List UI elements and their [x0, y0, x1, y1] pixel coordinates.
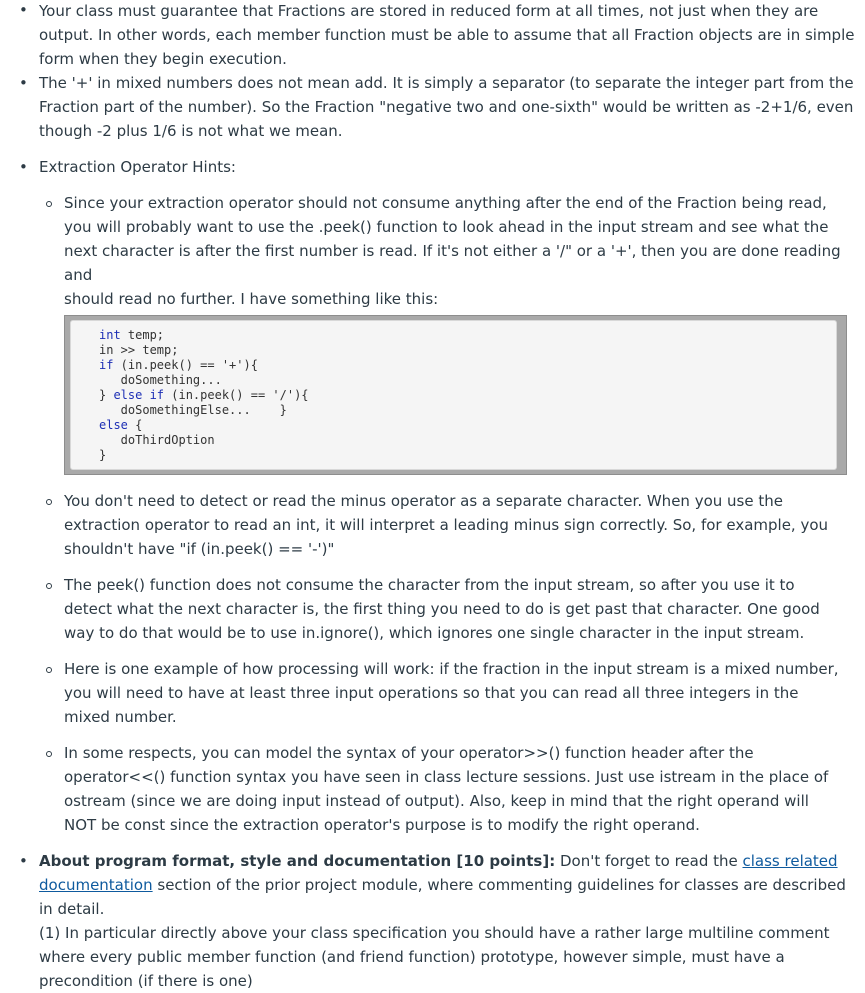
code-keyword: int: [99, 328, 121, 342]
reduced-form-requirement: • Your class must guarantee that Fractions are stored in reduced form at all times, not just when they are output. In other words, each member function must be able to assume that all Fraction objects are in simple form when they begin execution.: [39, 2, 855, 68]
mixed-number-separator-note: • The '+' in mixed numbers does not mean add. It is simply a separator (to separate the integer part from the Fraction part of the number). So the Fraction "negative two and one-sixth" would be written as -2+1/6, even though -2 plus 1/6 is not what we mean.: [39, 74, 854, 140]
list-item: [0, 155, 865, 837]
code-line: (in.peek() == '+'){: [113, 358, 258, 372]
list-item: [0, 71, 865, 143]
three-inputs-hint: Here is one example of how processing will work: if the fraction in the input stream is a mixed number, you will need to have at least three input operations so that you can read all three integers in the mixed number.: [64, 660, 839, 726]
code-line: doThirdOption: [99, 433, 215, 447]
format-points-label: About program format, style and documentation [10 points]:: [39, 852, 556, 870]
code-line: temp;: [120, 328, 165, 342]
format-requirement: [39, 849, 855, 993]
extraction-hints-list: [39, 191, 855, 311]
format-text-after-link: section of the prior project module, where commenting guidelines for classes are described in detail.: [39, 876, 846, 918]
extraction-hints-heading: • Extraction Operator Hints:: [39, 158, 236, 176]
code-line: }: [99, 388, 114, 402]
code-line: }: [99, 448, 107, 462]
code-keyword: if: [99, 358, 114, 372]
ignore-hint: The peek() function does not consume the character from the input stream, so after you use it to detect what the next character is, the first thing you need to do is get past that character. One good way to do that would be to use in.ignore(), which ignores one single character in the input stream.: [64, 576, 820, 642]
list-item: [0, 573, 855, 645]
code-keyword: else if: [113, 388, 165, 402]
operator-syntax-hint: In some respects, you can model the syntax of your operator>>() function header after the operator<<() function syntax you have seen in class lecture sessions. Just use istream in the place of ostream (since we are doing input instead of output). Also, keep in mind that the right operand will NOT be const since the extraction operator's purpose is to modify the right operand.: [64, 744, 829, 834]
format-detail-line: (1) In particular directly above your class specification you should have a rather large multiline comment where every public member function (and friend function) prototype, however simple, must have a precondition (if there is one): [39, 924, 830, 990]
list-item: [0, 741, 855, 837]
list-item: [0, 657, 855, 729]
extraction-hints-list-continued: [39, 489, 855, 837]
list-item: [0, 0, 865, 71]
format-text: Don't forget to read the: [555, 852, 743, 870]
code-line: in >> temp;: [99, 343, 179, 357]
list-item: [0, 191, 855, 311]
peek-hint-text: [64, 191, 845, 311]
code-keyword: else: [99, 418, 128, 432]
peek-hint-line1: Since your extraction operator should not consume anything after the end of the Fraction being read, you will probably want to use the .peek() function to look ahead in the input stream and see what the next character is after the first number is read. If it's not either a '/" or a '+', then you are done reading and: [64, 194, 841, 284]
class-documentation-link[interactable]: class related documentation: [39, 852, 838, 894]
peek-hint-line2: should read no further. I have something like this:: [64, 290, 439, 308]
code-line: (in.peek() == '/'){: [164, 388, 309, 402]
list-item: [0, 849, 865, 993]
code-sample-frame: [64, 315, 847, 475]
code-sample: [70, 320, 837, 470]
code-line: {: [127, 418, 143, 432]
list-item: [0, 489, 855, 561]
minus-sign-hint: You don't need to detect or read the minus operator as a separate character. When you use the extraction operator to read an int, it will interpret a leading minus sign correctly. So, for example, you shouldn't have "if (in.peek() == '-')": [64, 492, 829, 558]
code-line: doSomething...: [99, 373, 222, 387]
code-line: doSomethingElse... }: [99, 403, 287, 417]
